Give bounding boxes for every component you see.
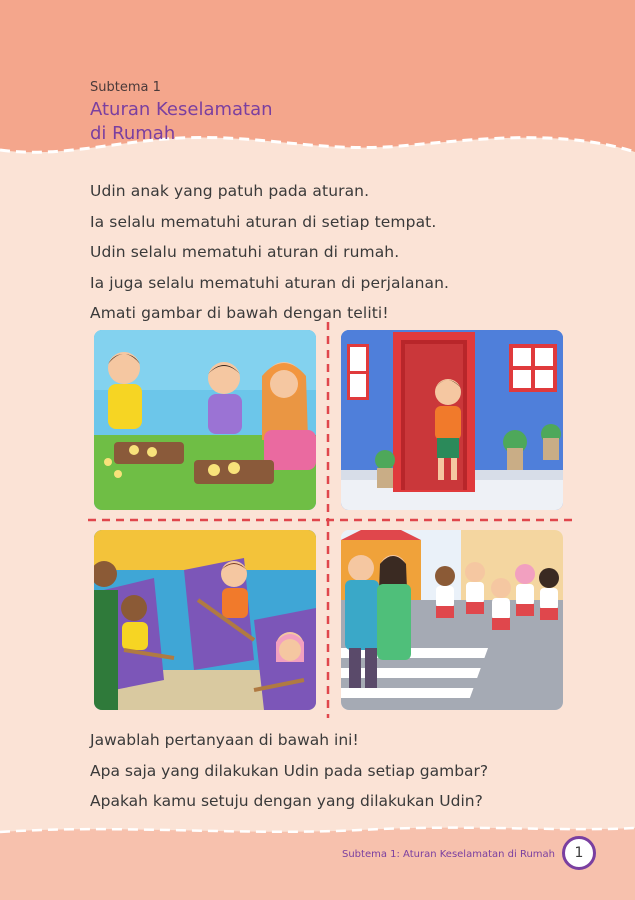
page-number: 1 [562, 836, 596, 870]
intro-line: Ia juga selalu mematuhi aturan di perjalanan. [90, 273, 450, 292]
footer-band [0, 820, 635, 900]
intro-line: Amati gambar di bawah dengan teliti! [90, 304, 389, 322]
intro-line: Udin anak yang patuh pada aturan. [90, 182, 370, 200]
intro-text [90, 176, 449, 329]
question-line: Jawablah pertanyaan di bawah ini! [90, 731, 359, 749]
subtema-label: Subtema 1 [90, 80, 161, 95]
title-line-1: Aturan Keselamatan [90, 99, 273, 120]
panel-divider [88, 322, 572, 718]
footer-subtema-label: Subtema 1: Aturan Keselamatan di Rumah [341, 849, 555, 860]
title-line-2: di Rumah [90, 123, 176, 144]
question-line: Apa saja yang dilakukan Udin pada setiap gambar? [90, 761, 489, 780]
question-line: Apakah kamu setuju dengan yang dilakukan Udin? [90, 792, 483, 810]
questions-text [90, 725, 488, 817]
intro-line: Udin selalu mematuhi aturan di rumah. [90, 243, 400, 261]
page-title [90, 98, 273, 146]
intro-line: Ia selalu mematuhi aturan di setiap tempat. [90, 212, 437, 231]
